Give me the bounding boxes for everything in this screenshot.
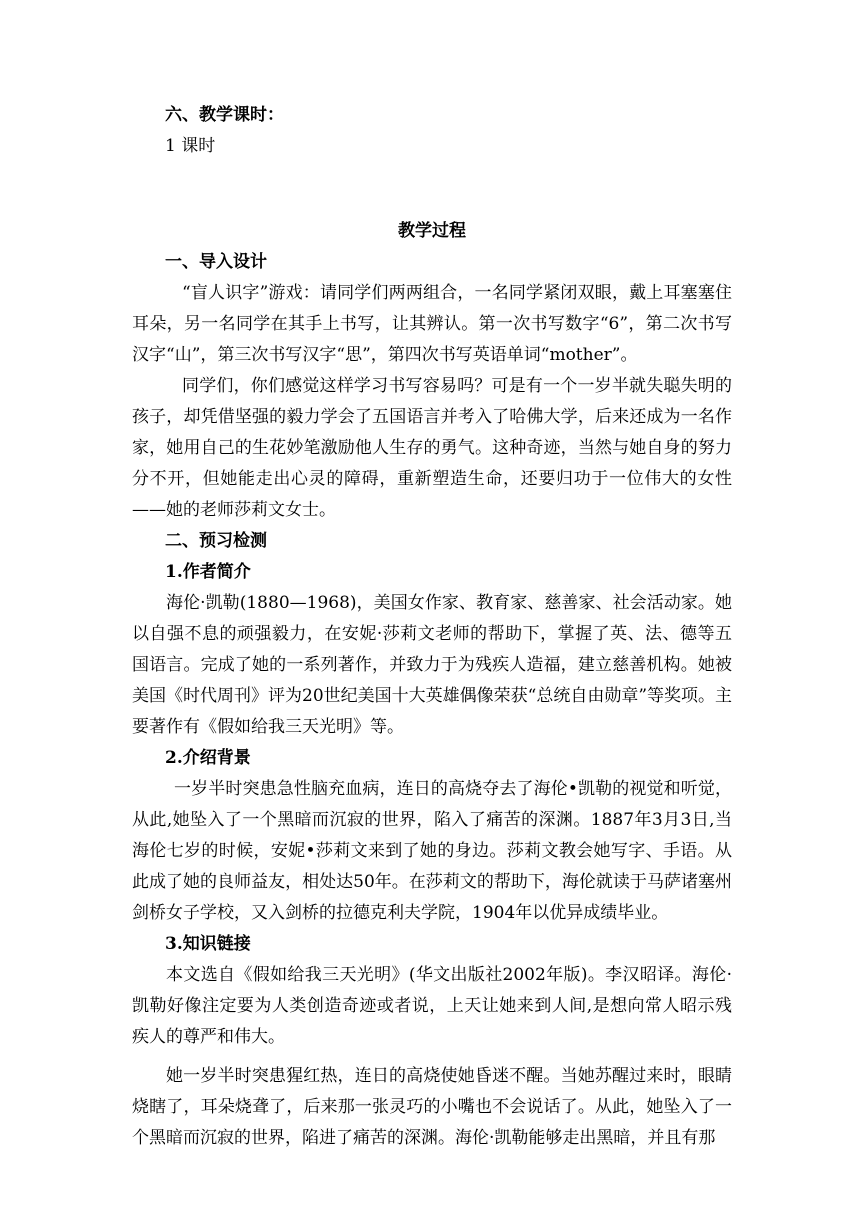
background-paragraph: 一岁半时突患急性脑充血病，连日的高烧夺去了海伦•凯勒的视觉和听觉，从此,她坠入了一个黑暗而沉寂的世界，陷入了痛苦的深渊。1887年3月3日,当海伦七岁的时候，安妮•莎莉文来到了她的身边。莎莉文教会她写字、手语。从此成了她的良师益友，相处达50年。在莎莉文的帮助下，海伦就读于马萨诸塞州剑桥女子学校，又入剑桥的拉德克利夫学院，1904年以优异成绩毕业。: [132, 779, 732, 923]
intro-heading: 一、导入设计: [165, 252, 267, 272]
author-paragraph: 海伦·凯勒(1880—1968)，美国女作家、教育家、慈善家、社会活动家。她以自强不息的顽强毅力，在安妮·莎莉文老师的帮助下，掌握了英、法、德等五国语言。完成了她的一系列著作，并致力于为残疾人造福，建立慈善机构。她被美国《时代周刊》评为20世纪美国十大英雄偶像荣获“总统自由勋章”等奖项。主要著作有《假如给我三天光明》等。: [132, 593, 733, 737]
section6-heading: 六、教学课时：: [165, 105, 284, 125]
knowledge-paragraph-1: 本文选自《假如给我三天光明》(华文出版社2002年版)。李汉昭译。海伦·凯勒好像注定要为人类创造奇迹或者说，上天让她来到人间,是想向常人昭示残疾人的尊严和伟大。: [132, 965, 732, 1047]
intro-paragraph-1: “盲人识字”游戏：请同学们两两组合，一名同学紧闭双眼，戴上耳塞塞住耳朵，另一名同学在其手上书写，让其辨认。第一次书写数字“6”，第二次书写汉字“山”，第三次书写汉字“思”，第四次书写英语单词“mother”。: [132, 283, 732, 365]
section6-text: 1 课时: [165, 136, 216, 156]
spacer: [132, 1053, 732, 1061]
knowledge-heading: 3.知识链接: [165, 934, 251, 954]
knowledge-paragraph-2: 她一岁半时突患猩红热，连日的高烧使她昏迷不醒。当她苏醒过来时，眼睛烧瞎了，耳朵烧聋了，后来那一张灵巧的小嘴也不会说话了。从此，她坠入了一个黑暗而沉寂的世界，陷进了痛苦的深渊。海伦·凯勒能够走出黑暗，并且有那: [132, 1066, 732, 1148]
preview-heading: 二、预习检测: [165, 531, 267, 551]
author-heading: 1.作者简介: [165, 562, 251, 582]
intro-paragraph-2: 同学们，你们感觉这样学习书写容易吗？可是有一个一岁半就失聪失明的孩子，却凭借坚强的毅力学会了五国语言并考入了哈佛大学，后来还成为一名作家，她用自己的生花妙笔激励他人生存的勇气。这种奇迹，当然与她自身的努力分不开，但她能走出心灵的障碍，重新塑造生命，还要归功于一位伟大的女性——她的老师莎莉文女士。: [132, 376, 732, 520]
spacer: [132, 162, 732, 216]
process-title: 教学过程: [398, 221, 466, 241]
background-heading: 2.介绍背景: [165, 748, 251, 768]
document-page: [132, 100, 732, 1154]
